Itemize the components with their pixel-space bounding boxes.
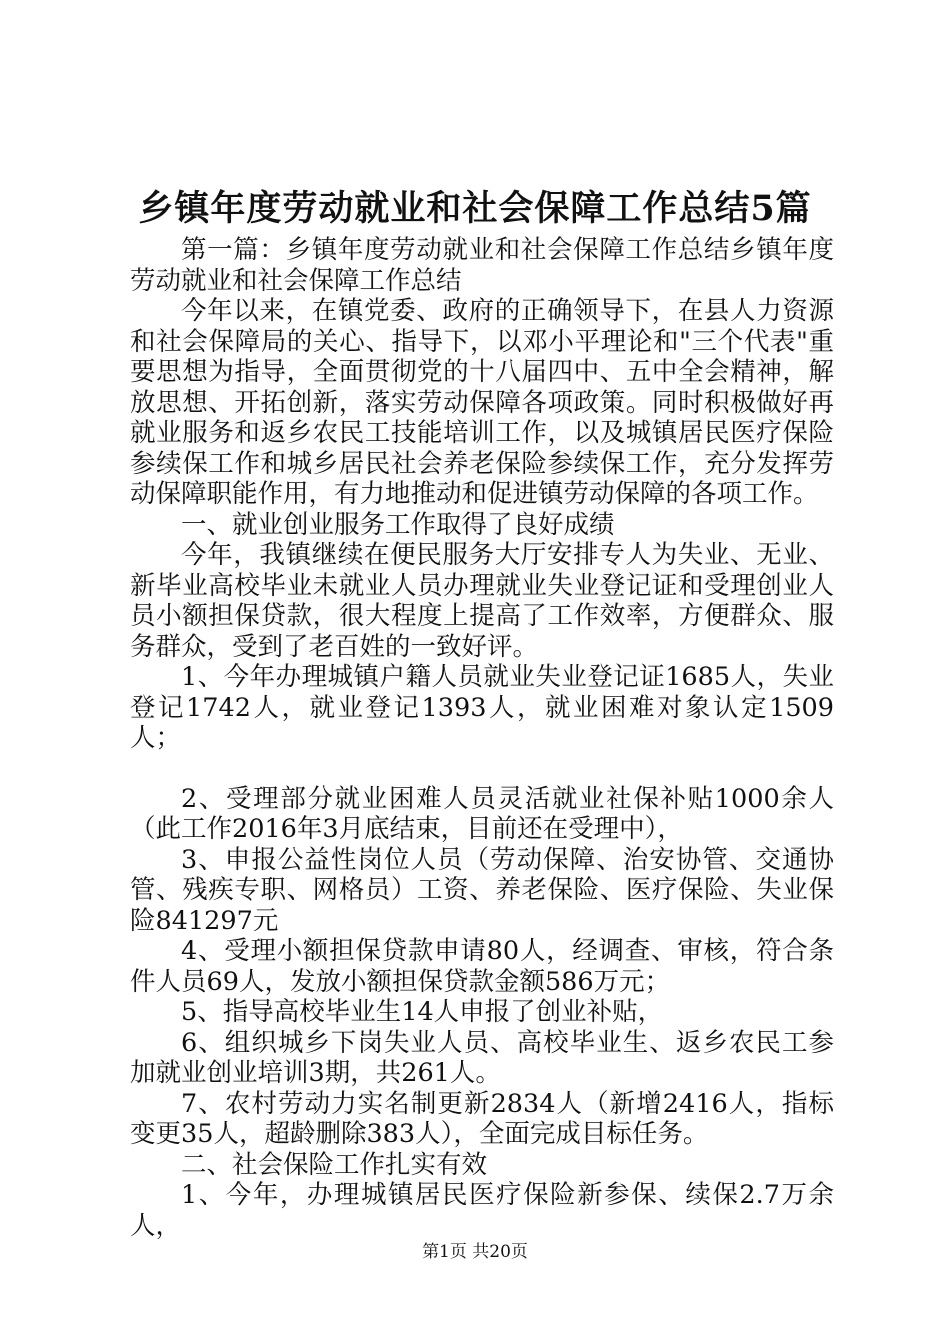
list-item-5: 5、指导高校毕业生14人申报了创业补贴，	[181, 997, 664, 1027]
list-item-insurance-1: 1、今年，办理城镇居民医疗保险新参保、续保2.7万余人，	[130, 1180, 834, 1241]
list-item-4: 4、受理小额担保贷款申请80人，经调查、审核，符合条件人员69人，发放小额担保贷款金额586万元；	[130, 936, 834, 997]
section-heading-social-insurance: 二、社会保险工作扎实有效	[181, 1149, 488, 1180]
list-item-6: 6、组织城乡下岗失业人员、高校毕业生、返乡农民工参加就业创业培训3期，共261人。	[130, 1027, 834, 1088]
paragraph-gap	[130, 754, 834, 784]
list-item-3: 3、申报公益性岗位人员（劳动保障、治安协管、交通协管、残疾专职、网格员）工资、养老保险、医疗保险、失业保险841297元	[130, 844, 834, 936]
paragraph-intro-heading: 第一篇：乡镇年度劳动就业和社会保障工作总结乡镇年度劳动就业和社会保障工作总结	[130, 235, 834, 296]
paragraph-employment-service: 今年，我镇继续在便民服务大厅安排专人为失业、无业、新毕业高校毕业未就业人员办理就业失业登记证和受理创业人员小额担保贷款，很大程度上提高了工作效率，方便群众、服务群众，受到了老百姓的一致好评。	[130, 540, 834, 662]
page-footer: 第1页 共20页	[422, 1242, 528, 1262]
section-heading-employment: 一、就业创业服务工作取得了良好成绩	[181, 509, 615, 540]
paragraph-overview: 今年以来，在镇党委、政府的正确领导下，在县人力资源和社会保障局的关心、指导下，以邓小平理论和"三个代表"重要思想为指导，全面贯彻党的十八届四中、五中全会精神，解放思想、开拓创新，落实劳动保障各项政策。同时积极做好再就业服务和返乡农民工技能培训工作，以及城镇居民医疗保险参续保工作和城乡居民社会养老保险参续保工作，充分发挥劳动保障职能作用，有力地推动和促进镇劳动保障的各项工作。	[130, 296, 834, 509]
list-item-1: 1、今年办理城镇户籍人员就业失业登记证1685人，失业登记1742人，就业登记1393人，就业困难对象认定1509人；	[130, 662, 834, 753]
document-body	[130, 235, 834, 1241]
list-item-7: 7、农村劳动力实名制更新2834人（新增2416人，指标变更35人，超龄删除383人），全面完成目标任务。	[130, 1088, 834, 1149]
document-title: 乡镇年度劳动就业和社会保障工作总结5篇	[138, 188, 812, 229]
list-item-2: 2、受理部分就业困难人员灵活就业社保补贴1000余人（此工作2016年3月底结束，目前还在受理中），	[130, 783, 834, 844]
